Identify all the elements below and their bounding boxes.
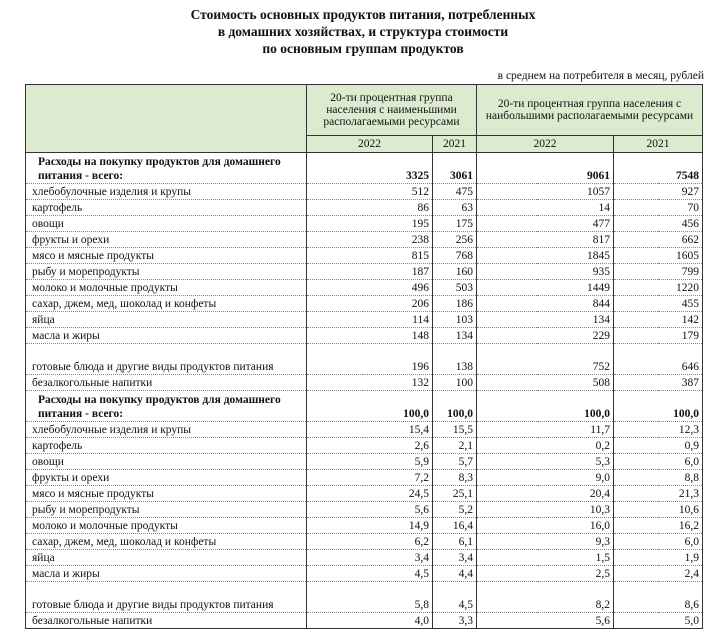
value-cell: 12,3 <box>614 422 703 438</box>
row-label: безалкогольные напитки <box>26 375 307 391</box>
row-label: хлебобулочные изделия и крупы <box>26 184 307 200</box>
value-cell: 186 <box>433 296 477 312</box>
row-label: фрукты и орехи <box>26 232 307 248</box>
value-cell: 100 <box>433 375 477 391</box>
row-label: картофель <box>26 438 307 454</box>
row-label: хлебобулочные изделия и крупы <box>26 422 307 438</box>
table-row <box>26 550 703 566</box>
value-cell: 2,6 <box>307 438 433 454</box>
table-row <box>26 454 703 470</box>
value-cell: 195 <box>307 216 433 232</box>
table-row <box>26 312 703 328</box>
table-row <box>26 216 703 232</box>
value-cell: 134 <box>433 328 477 344</box>
value-cell: 455 <box>614 296 703 312</box>
value-cell: 1,5 <box>477 550 614 566</box>
value-cell: 114 <box>307 312 433 328</box>
value-cell: 512 <box>307 184 433 200</box>
table-row <box>26 184 703 200</box>
document-title <box>0 0 726 57</box>
table-row <box>26 264 703 280</box>
table-row <box>26 296 703 312</box>
value-cell: 3061 <box>433 153 477 184</box>
value-cell: 21,3 <box>614 486 703 502</box>
table-row <box>26 502 703 518</box>
value-cell: 187 <box>307 264 433 280</box>
value-cell: 1220 <box>614 280 703 296</box>
value-cell: 662 <box>614 232 703 248</box>
value-cell: 4,5 <box>433 582 477 613</box>
table-row <box>26 280 703 296</box>
row-label: готовые блюда и другие виды продуктов питания <box>26 582 307 613</box>
value-cell: 175 <box>433 216 477 232</box>
value-cell: 86 <box>307 200 433 216</box>
table-row <box>26 232 703 248</box>
row-label: масла и жиры <box>26 328 307 344</box>
value-cell: 100,0 <box>477 391 614 422</box>
value-cell: 229 <box>477 328 614 344</box>
table-row <box>26 518 703 534</box>
value-cell: 142 <box>614 312 703 328</box>
value-cell: 5,2 <box>433 502 477 518</box>
value-cell: 15,5 <box>433 422 477 438</box>
value-cell: 132 <box>307 375 433 391</box>
header-group-high: 20-ти процентная группа населения с наибольшими располагаемыми ресурсами <box>477 85 703 136</box>
value-cell: 9061 <box>477 153 614 184</box>
row-label: мясо и мясные продукты <box>26 248 307 264</box>
value-cell: 6,0 <box>614 454 703 470</box>
value-cell: 477 <box>477 216 614 232</box>
value-cell: 15,4 <box>307 422 433 438</box>
value-cell: 206 <box>307 296 433 312</box>
value-cell: 3,3 <box>433 613 477 629</box>
value-cell: 1,9 <box>614 550 703 566</box>
value-cell: 1057 <box>477 184 614 200</box>
value-cell: 24,5 <box>307 486 433 502</box>
value-cell: 8,3 <box>433 470 477 486</box>
row-label: картофель <box>26 200 307 216</box>
row-label: рыбу и морепродукты <box>26 502 307 518</box>
value-cell: 179 <box>614 328 703 344</box>
total-row <box>26 153 703 184</box>
table-row <box>26 613 703 629</box>
value-cell: 6,2 <box>307 534 433 550</box>
value-cell: 815 <box>307 248 433 264</box>
table-row <box>26 534 703 550</box>
row-label: молоко и молочные продукты <box>26 280 307 296</box>
value-cell: 2,1 <box>433 438 477 454</box>
value-cell: 1449 <box>477 280 614 296</box>
table-row <box>26 375 703 391</box>
row-label: яйца <box>26 312 307 328</box>
data-table <box>25 84 703 629</box>
row-label: рыбу и морепродукты <box>26 264 307 280</box>
value-cell: 25,1 <box>433 486 477 502</box>
row-label: овощи <box>26 454 307 470</box>
value-cell: 4,0 <box>307 613 433 629</box>
unit-note: в среднем на потребителя в месяц, рублей <box>497 70 704 82</box>
value-cell: 100,0 <box>614 391 703 422</box>
total-label: Расходы на покупку продуктов для домашнего питания - всего: <box>26 391 307 422</box>
table-row <box>26 438 703 454</box>
value-cell: 1605 <box>614 248 703 264</box>
value-cell: 3325 <box>307 153 433 184</box>
value-cell: 9,3 <box>477 534 614 550</box>
value-cell: 16,4 <box>433 518 477 534</box>
value-cell: 2,5 <box>477 566 614 582</box>
value-cell: 196 <box>307 344 433 375</box>
value-cell: 134 <box>477 312 614 328</box>
value-cell: 5,3 <box>477 454 614 470</box>
value-cell: 11,7 <box>477 422 614 438</box>
row-label: сахар, джем, мед, шоколад и конфеты <box>26 296 307 312</box>
value-cell: 7,2 <box>307 470 433 486</box>
table-row <box>26 422 703 438</box>
value-cell: 0,9 <box>614 438 703 454</box>
value-cell: 256 <box>433 232 477 248</box>
header-year: 2022 <box>477 136 614 153</box>
row-label: масла и жиры <box>26 566 307 582</box>
row-label: яйца <box>26 550 307 566</box>
value-cell: 3,4 <box>433 550 477 566</box>
value-cell: 2,4 <box>614 566 703 582</box>
value-cell: 16,0 <box>477 518 614 534</box>
row-label: готовые блюда и другие виды продуктов питания <box>26 344 307 375</box>
row-label: безалкогольные напитки <box>26 613 307 629</box>
total-label: Расходы на покупку продуктов для домашнего питания - всего: <box>26 153 307 184</box>
value-cell: 768 <box>433 248 477 264</box>
value-cell: 20,4 <box>477 486 614 502</box>
value-cell: 387 <box>614 375 703 391</box>
table-row <box>26 566 703 582</box>
value-cell: 63 <box>433 200 477 216</box>
value-cell: 148 <box>307 328 433 344</box>
header-year: 2021 <box>433 136 477 153</box>
title-line-1: Стоимость основных продуктов питания, потребленных <box>190 7 536 22</box>
value-cell: 160 <box>433 264 477 280</box>
value-cell: 496 <box>307 280 433 296</box>
value-cell: 5,7 <box>433 454 477 470</box>
value-cell: 817 <box>477 232 614 248</box>
value-cell: 5,6 <box>477 613 614 629</box>
row-label: овощи <box>26 216 307 232</box>
value-cell: 9,0 <box>477 470 614 486</box>
value-cell: 1845 <box>477 248 614 264</box>
value-cell: 3,4 <box>307 550 433 566</box>
header-year: 2021 <box>614 136 703 153</box>
value-cell: 799 <box>614 264 703 280</box>
header-year: 2022 <box>307 136 433 153</box>
value-cell: 103 <box>433 312 477 328</box>
value-cell: 8,8 <box>614 470 703 486</box>
value-cell: 70 <box>614 200 703 216</box>
value-cell: 5,6 <box>307 502 433 518</box>
title-line-2: в домашних хозяйствах, и структура стоимости <box>217 24 509 39</box>
value-cell: 14,9 <box>307 518 433 534</box>
value-cell: 844 <box>477 296 614 312</box>
row-label: сахар, джем, мед, шоколад и конфеты <box>26 534 307 550</box>
table-row <box>26 486 703 502</box>
value-cell: 8,6 <box>614 582 703 613</box>
table-row <box>26 344 703 375</box>
value-cell: 100,0 <box>433 391 477 422</box>
value-cell: 752 <box>477 344 614 375</box>
table-row <box>26 470 703 486</box>
value-cell: 503 <box>433 280 477 296</box>
table-row <box>26 582 703 613</box>
value-cell: 4,5 <box>307 566 433 582</box>
table-row <box>26 200 703 216</box>
value-cell: 475 <box>433 184 477 200</box>
value-cell: 456 <box>614 216 703 232</box>
table-row <box>26 248 703 264</box>
value-cell: 16,2 <box>614 518 703 534</box>
value-cell: 5,8 <box>307 582 433 613</box>
value-cell: 8,2 <box>477 582 614 613</box>
value-cell: 7548 <box>614 153 703 184</box>
value-cell: 927 <box>614 184 703 200</box>
value-cell: 100,0 <box>307 391 433 422</box>
value-cell: 508 <box>477 375 614 391</box>
value-cell: 0,2 <box>477 438 614 454</box>
header-group-low: 20-ти процентная группа населения с наименьшими располагаемыми ресурсами <box>307 85 477 136</box>
value-cell: 6,1 <box>433 534 477 550</box>
value-cell: 5,9 <box>307 454 433 470</box>
value-cell: 10,6 <box>614 502 703 518</box>
value-cell: 935 <box>477 264 614 280</box>
row-label: мясо и мясные продукты <box>26 486 307 502</box>
header-label-cell <box>26 85 307 153</box>
value-cell: 14 <box>477 200 614 216</box>
table-row <box>26 328 703 344</box>
value-cell: 5,0 <box>614 613 703 629</box>
value-cell: 238 <box>307 232 433 248</box>
value-cell: 646 <box>614 344 703 375</box>
value-cell: 138 <box>433 344 477 375</box>
value-cell: 10,3 <box>477 502 614 518</box>
value-cell: 6,0 <box>614 534 703 550</box>
total-row <box>26 391 703 422</box>
value-cell: 4,4 <box>433 566 477 582</box>
title-line-3: по основным группам продуктов <box>262 41 464 56</box>
row-label: фрукты и орехи <box>26 470 307 486</box>
row-label: молоко и молочные продукты <box>26 518 307 534</box>
